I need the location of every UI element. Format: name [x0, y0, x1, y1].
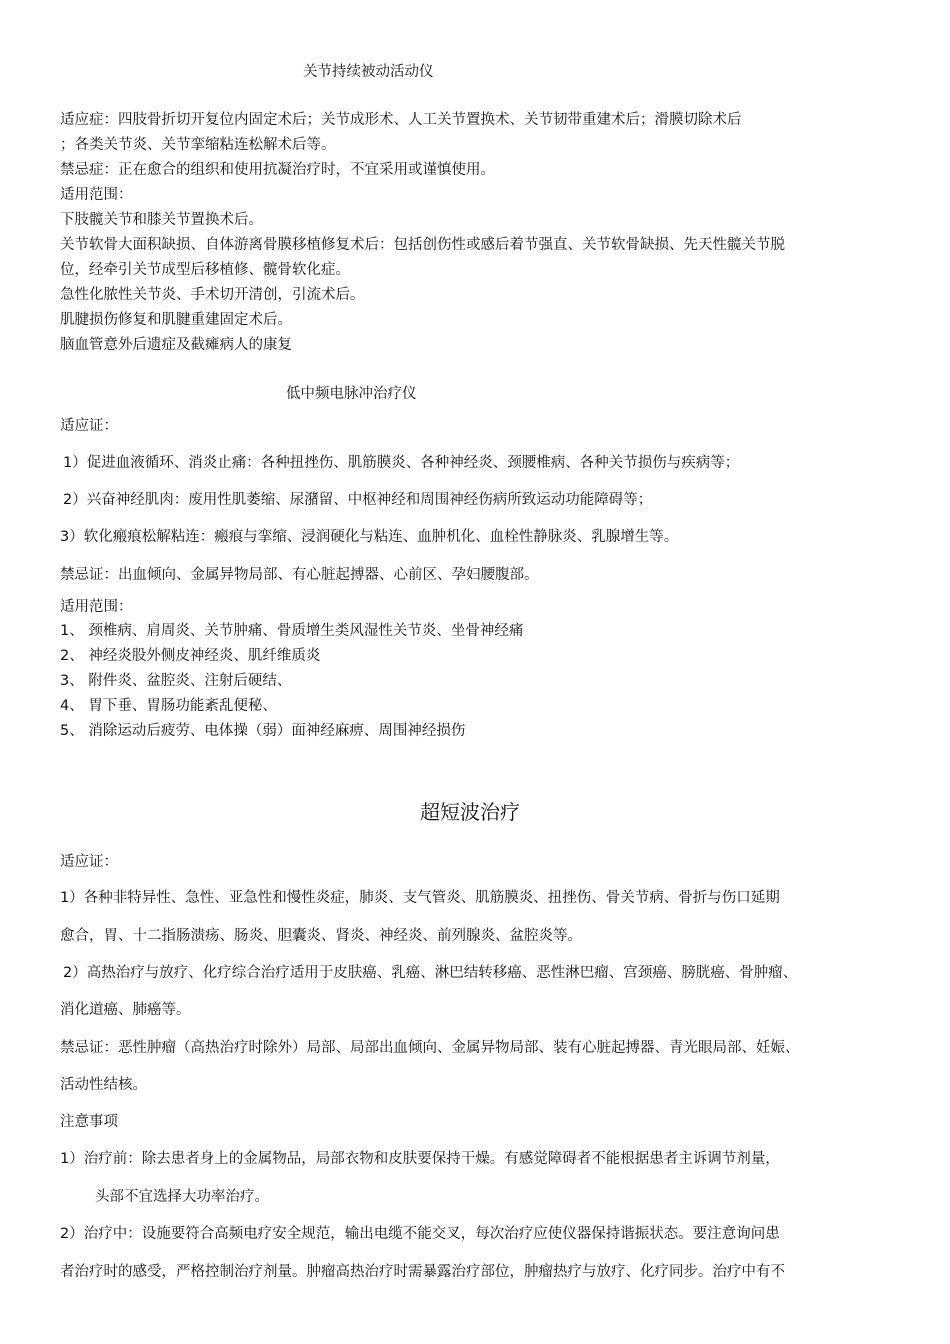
- scope-item: 肌腱损伤修复和肌腱重建固定术后。: [60, 312, 292, 328]
- section-title-shortwave: 超短波治疗: [420, 800, 520, 824]
- contraindication-text: 禁忌症：正在愈合的组织和使用抗凝治疗时，不宜采用或谨慎使用。: [60, 162, 495, 178]
- scope-item-cont: 位，经牵引关节成型后移植修、髋骨软化症。: [60, 262, 350, 278]
- indication-heading: 适应证：: [60, 418, 118, 434]
- note-item-cont: 者治疗时的感受，严格控制治疗剂量。肿瘤高热治疗时需暴露治疗部位，肿瘤热疗与放疗、化疗同步。治疗中有不: [60, 1264, 785, 1280]
- indication-item: 2）高热治疗与放疗、化疗综合治疗适用于皮肤癌、乳癌、淋巴结转移癌、恶性淋巴瘤、宫颈癌、膀胱癌、骨肿瘤、: [63, 965, 798, 981]
- note-item-cont: 头部不宜选择大功率治疗。: [95, 1189, 269, 1205]
- scope-list-item: 1、 颈椎病、肩周炎、关节肿痛、骨质增生类风湿性关节炎、坐骨神经痛: [60, 623, 524, 639]
- indication-text: 适应症：四肢骨折切开复位内固定术后；关节成形术、人工关节置换术、关节韧带重建术后；滑膜切除术后: [60, 112, 742, 128]
- indication-text-cont: ；各类关节炎、关节挛缩粘连松解术后等。: [60, 137, 336, 153]
- scope-heading: 适用范围：: [60, 187, 133, 203]
- indication-heading: 适应证：: [60, 854, 118, 870]
- section-title-cpm: 关节持续被动活动仪: [303, 64, 434, 80]
- indication-item: 3）软化瘢痕松解粘连：瘢痕与挛缩、浸润硬化与粘连、血肿机化、血栓性静脉炎、乳腺增生等。: [60, 529, 679, 545]
- indication-item: 1）促进血液循环、消炎止痛：各种扭挫伤、肌筋膜炎、各种神经炎、颈腰椎病、各种关节损伤与疾病等；: [63, 455, 740, 471]
- scope-list-item: 4、 胃下垂、胃肠功能紊乱便秘、: [60, 698, 277, 714]
- scope-heading: 适用范围：: [60, 599, 133, 615]
- scope-item: 关节软骨大面积缺损、自体游离骨膜移植修复术后：包括创伤性或感后着节强直、关节软骨缺损、先天性髋关节脱: [60, 237, 785, 253]
- scope-item: 脑血管意外后遗症及截瘫病人的康复: [60, 337, 292, 353]
- indication-item-cont: 愈合，胃、十二指肠溃疡、肠炎、胆囊炎、肾炎、神经炎、前列腺炎、盆腔炎等。: [60, 928, 582, 944]
- section-title-tens: 低中频电脉冲治疗仪: [286, 386, 417, 402]
- scope-list-item: 3、 附件炎、盆腔炎、注射后硬结、: [60, 673, 292, 689]
- scope-item: 下肢髋关节和膝关节置换术后。: [60, 212, 263, 228]
- contraindication-text: 禁忌证：出血倾向、金属异物局部、有心脏起搏器、心前区、孕妇腰腹部。: [60, 567, 539, 583]
- note-item: 1）治疗前：除去患者身上的金属物品，局部衣物和皮肤要保持干燥。有感觉障碍者不能根据患者主诉调节剂量，: [60, 1151, 780, 1167]
- indication-item: 1）各种非特异性、急性、亚急性和慢性炎症，肺炎、支气管炎、肌筋膜炎、扭挫伤、骨关节病、骨折与伤口延期: [60, 890, 780, 906]
- notes-heading: 注意事项: [60, 1114, 118, 1130]
- contraindication-text-cont: 活动性结核。: [60, 1077, 147, 1093]
- note-item: 2）治疗中：设施要符合高频电疗安全规范，输出电缆不能交叉，每次治疗应使仪器保持谐振状态。要注意询问患: [60, 1226, 780, 1242]
- indication-item-cont: 消化道癌、肺癌等。: [60, 1002, 191, 1018]
- scope-list-item: 5、 消除运动后疲劳、电体操（弱）面神经麻痹、周围神经损伤: [60, 723, 466, 739]
- scope-item: 急性化脓性关节炎、手术切开清创，引流术后。: [60, 287, 365, 303]
- scope-list-item: 2、 神经炎股外侧皮神经炎、肌纤维质炎: [60, 648, 321, 664]
- indication-item: 2）兴奋神经肌肉：废用性肌萎缩、尿潴留、中枢神经和周围神经伤病所致运动功能障碍等；: [63, 492, 653, 508]
- contraindication-text: 禁忌证：恶性肿瘤（高热治疗时除外）局部、局部出血倾向、金属异物局部、装有心脏起搏器、青光眼局部、妊娠、: [60, 1040, 800, 1056]
